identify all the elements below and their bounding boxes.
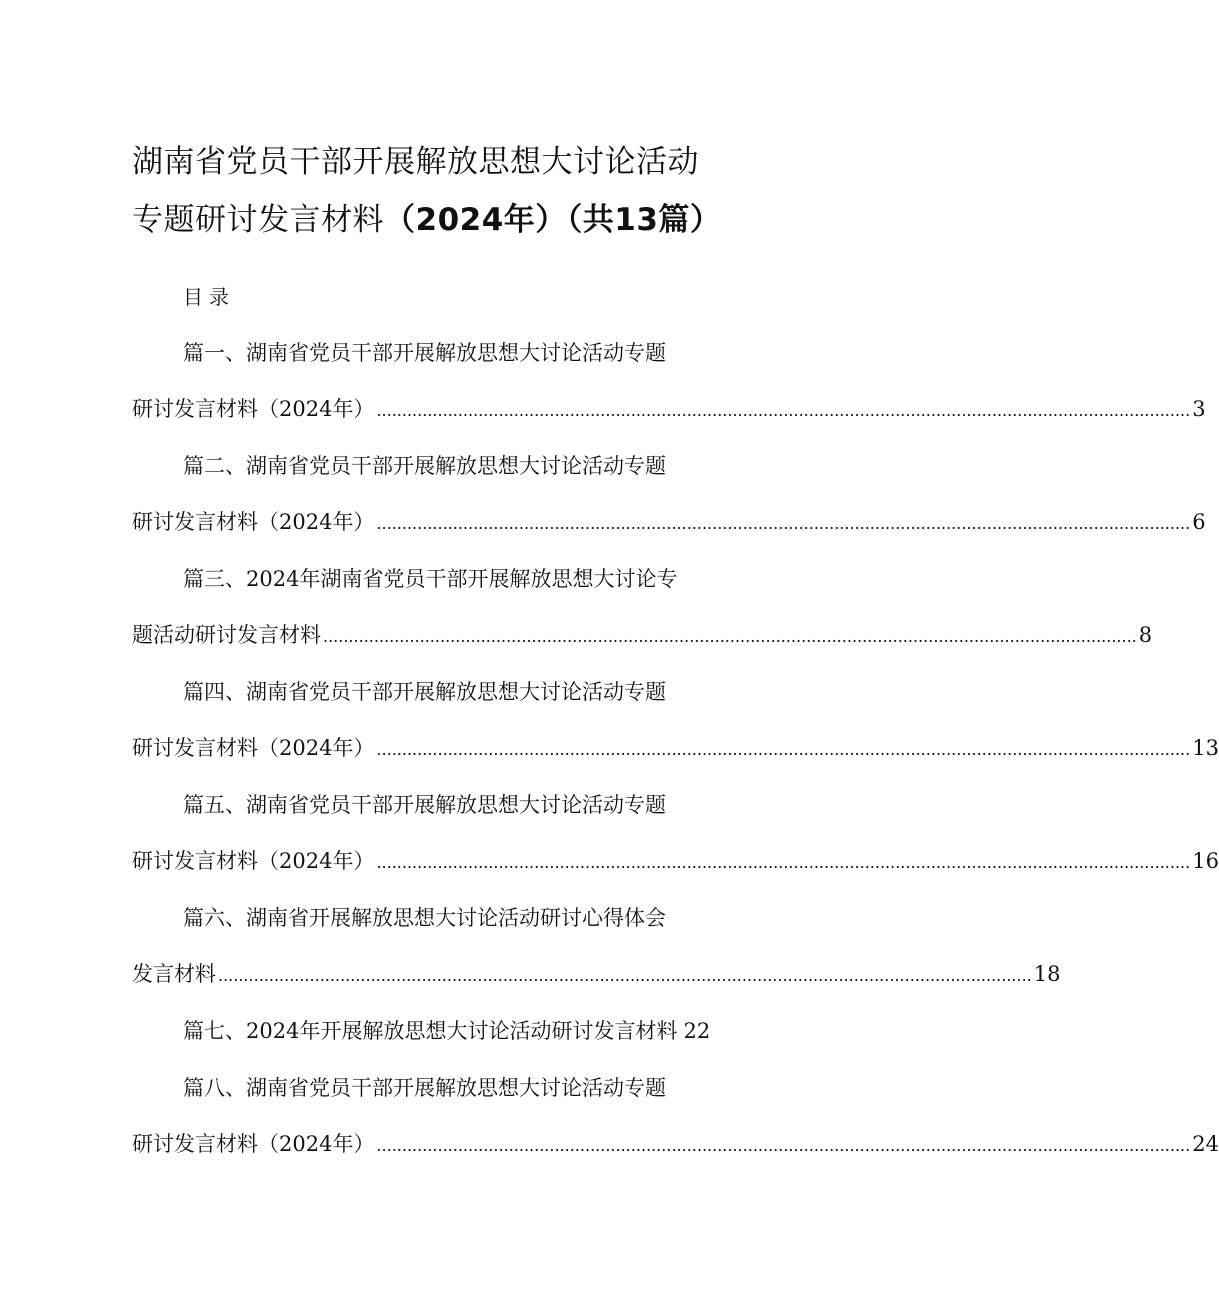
toc-page-number: 24 (1192, 1132, 1219, 1156)
toc-entry-8-line-1[interactable]: 篇八、湖南省党员干部开展解放思想大讨论活动专题 (183, 1076, 666, 1100)
toc-heading: 目录 (183, 285, 235, 309)
toc-leader-dots: ................................................................................................................................................................ (376, 514, 1191, 533)
toc-entry-3-line-1[interactable]: 篇三、2024年湖南省党员干部开展解放思想大讨论专 (183, 567, 678, 591)
title-line-2 (132, 200, 832, 240)
toc-entry-2-line-1[interactable]: 篇二、湖南省党员干部开展解放思想大讨论活动专题 (183, 454, 666, 478)
toc-page-number: 16 (1192, 849, 1219, 873)
toc-page-number: 8 (1138, 623, 1153, 647)
toc-entry-text: 题活动研讨发言材料 (132, 623, 321, 647)
toc-leader-dots: ................................................................................................................................................................ (376, 1136, 1191, 1155)
title-line-1: 湖南省党员干部开展解放思想大讨论活动 (132, 144, 699, 180)
title-line-2-count: （共13篇） (566, 202, 722, 238)
toc-leader-dots: ................................................................................................................................................................ (376, 740, 1191, 759)
toc-entry-4-line-2[interactable] (132, 733, 1219, 763)
toc-leader-dots: ................................................................................................................................................................ (376, 401, 1191, 420)
toc-entry-3-line-2[interactable] (132, 620, 1153, 650)
toc-entry-6-line-1[interactable]: 篇六、湖南省开展解放思想大讨论活动研讨心得体会 (183, 906, 666, 930)
toc-entry-text: 研讨发言材料（2024年） (132, 736, 375, 760)
toc-entry-1-line-2[interactable] (132, 394, 1206, 424)
toc-page-number: 18 (1033, 962, 1061, 986)
toc-entry-4-line-1[interactable]: 篇四、湖南省党员干部开展解放思想大讨论活动专题 (183, 680, 666, 704)
toc-entry-text: 篇七、2024年开展解放思想大讨论活动研讨发言材料 (183, 1019, 678, 1043)
toc-entry-text: 研讨发言材料（2024年） (132, 397, 375, 421)
toc-page-number: 13 (1192, 736, 1219, 760)
toc-leader-dots: ................................................................................................................................................................ (218, 966, 1032, 985)
toc-entry-8-line-2[interactable] (132, 1129, 1219, 1159)
toc-entry-text: 研讨发言材料（2024年） (132, 849, 375, 873)
toc-entry-5-line-2[interactable] (132, 846, 1219, 876)
toc-entry-2-line-2[interactable] (132, 507, 1206, 537)
toc-entry-5-line-1[interactable]: 篇五、湖南省党员干部开展解放思想大讨论活动专题 (183, 793, 666, 817)
toc-entry-7[interactable] (183, 1016, 773, 1046)
toc-leader-dots: ................................................................................................................................................................ (376, 853, 1191, 872)
toc-entry-text: 发言材料 (132, 962, 216, 986)
title-line-2-prefix: 专题研讨发言材料 (132, 202, 384, 238)
toc-entry-text: 研讨发言材料（2024年） (132, 510, 375, 534)
toc-entry-6-line-2[interactable] (132, 959, 1061, 989)
toc-entry-text: 研讨发言材料（2024年） (132, 1132, 375, 1156)
toc-page-number: 6 (1192, 510, 1206, 534)
title-line-2-year: （2024年） (384, 202, 567, 238)
toc-entry-1-line-1[interactable]: 篇一、湖南省党员干部开展解放思想大讨论活动专题 (183, 341, 666, 365)
toc-page-number: 22 (683, 1019, 711, 1043)
toc-leader-dots: ................................................................................................................................................................ (323, 627, 1137, 646)
toc-page-number: 3 (1192, 397, 1206, 421)
